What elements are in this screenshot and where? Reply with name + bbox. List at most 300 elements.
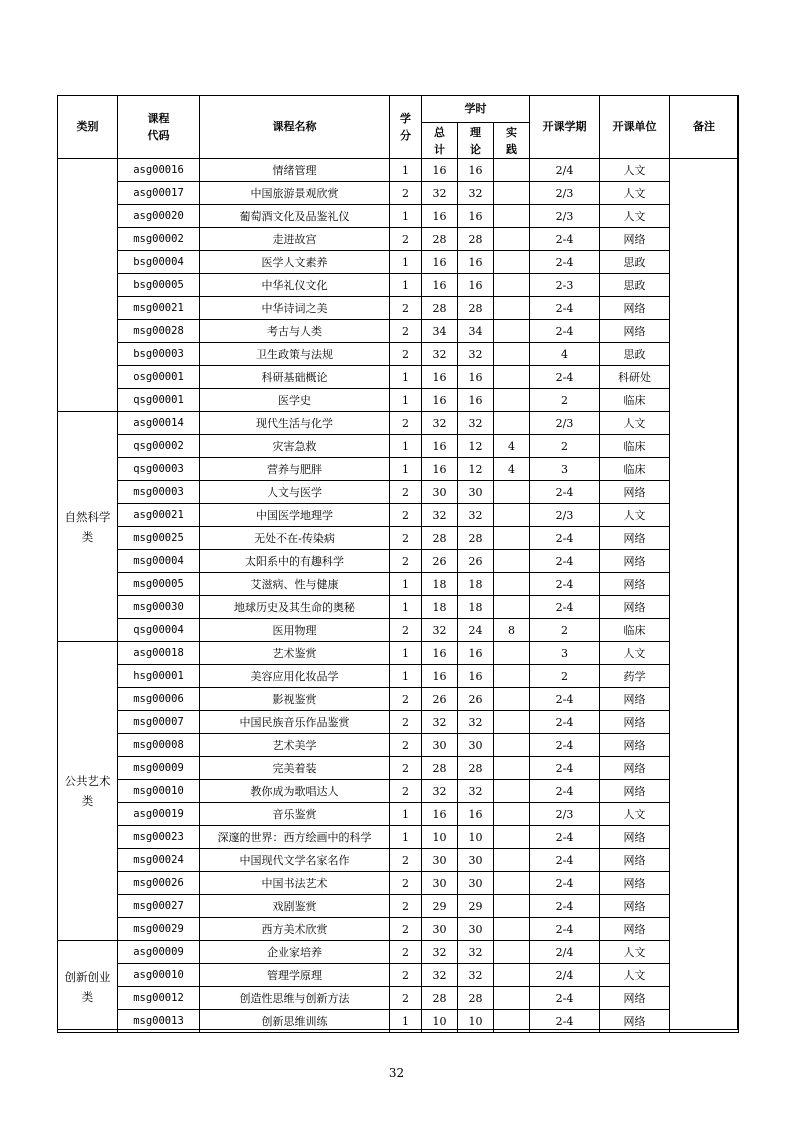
total-cell: 29 (422, 895, 458, 918)
theory-cell: 28 (458, 757, 494, 780)
total-cell: 18 (422, 573, 458, 596)
name-cell: 影视鉴赏 (200, 688, 390, 711)
theory-cell: 26 (458, 550, 494, 573)
header-total-line1: 总 (434, 125, 445, 139)
table-row (58, 849, 739, 872)
code-cell: msg00008 (118, 734, 200, 757)
name-cell: 创新思维训练 (200, 1010, 390, 1033)
term-cell: 2-4 (530, 297, 600, 320)
name-cell: 西方美术欣赏 (200, 918, 390, 941)
practice-cell (494, 205, 530, 228)
term-cell: 2-4 (530, 734, 600, 757)
theory-cell: 26 (458, 688, 494, 711)
theory-cell: 32 (458, 182, 494, 205)
term-cell: 3 (530, 642, 600, 665)
total-cell: 32 (422, 412, 458, 435)
table-row (58, 987, 739, 1010)
unit-cell: 人文 (600, 941, 670, 964)
header-theory-line1: 理 (470, 125, 481, 139)
name-cell: 中国书法艺术 (200, 872, 390, 895)
table-row (58, 596, 739, 619)
theory-cell: 28 (458, 297, 494, 320)
term-cell: 2-4 (530, 711, 600, 734)
theory-cell: 16 (458, 665, 494, 688)
practice-cell (494, 504, 530, 527)
name-cell: 管理学原理 (200, 964, 390, 987)
header-practice-line2: 践 (506, 142, 518, 156)
total-cell: 32 (422, 711, 458, 734)
practice-cell (494, 389, 530, 412)
table-row (58, 872, 739, 895)
unit-cell: 网络 (600, 1010, 670, 1033)
unit-cell: 思政 (600, 343, 670, 366)
total-cell: 32 (422, 504, 458, 527)
unit-cell: 临床 (600, 458, 670, 481)
credit-cell: 1 (390, 274, 422, 297)
header-practice-line1: 实 (506, 125, 518, 139)
term-cell: 2-4 (530, 895, 600, 918)
theory-cell: 24 (458, 619, 494, 642)
credit-cell: 1 (390, 1010, 422, 1033)
code-cell: msg00002 (118, 228, 200, 251)
total-cell: 10 (422, 1010, 458, 1033)
table-body (58, 159, 739, 1033)
table-row (58, 757, 739, 780)
practice-cell (494, 550, 530, 573)
credit-cell: 1 (390, 389, 422, 412)
credit-cell: 2 (390, 964, 422, 987)
unit-cell: 人文 (600, 642, 670, 665)
unit-cell: 网络 (600, 987, 670, 1010)
table-row (58, 619, 739, 642)
total-cell: 28 (422, 757, 458, 780)
unit-cell: 网络 (600, 573, 670, 596)
unit-cell: 网络 (600, 711, 670, 734)
practice-cell (494, 343, 530, 366)
term-cell: 2-4 (530, 251, 600, 274)
term-cell: 2-4 (530, 987, 600, 1010)
theory-cell: 16 (458, 389, 494, 412)
term-cell: 2-4 (530, 849, 600, 872)
term-cell: 2-4 (530, 826, 600, 849)
credit-cell: 2 (390, 619, 422, 642)
table-row (58, 320, 739, 343)
table-row (58, 1010, 739, 1033)
term-cell: 2-4 (530, 918, 600, 941)
term-cell: 2/4 (530, 941, 600, 964)
unit-cell: 人文 (600, 964, 670, 987)
practice-cell (494, 274, 530, 297)
practice-cell (494, 757, 530, 780)
code-cell: qsg00003 (118, 458, 200, 481)
term-cell: 2 (530, 665, 600, 688)
term-cell: 2/3 (530, 504, 600, 527)
theory-cell: 28 (458, 987, 494, 1010)
term-cell: 2/3 (530, 412, 600, 435)
practice-cell (494, 780, 530, 803)
total-cell: 28 (422, 297, 458, 320)
table-row (58, 481, 739, 504)
code-cell: msg00023 (118, 826, 200, 849)
table-row (58, 458, 739, 481)
header-credit (390, 96, 422, 159)
code-cell: asg00018 (118, 642, 200, 665)
unit-cell: 临床 (600, 619, 670, 642)
code-cell: asg00021 (118, 504, 200, 527)
code-cell: msg00024 (118, 849, 200, 872)
unit-cell: 网络 (600, 734, 670, 757)
header-name: 课程名称 (200, 96, 390, 159)
theory-cell: 28 (458, 527, 494, 550)
name-cell: 无处不在-传染病 (200, 527, 390, 550)
code-cell: bsg00003 (118, 343, 200, 366)
theory-cell: 16 (458, 642, 494, 665)
code-cell: asg00020 (118, 205, 200, 228)
practice-cell (494, 987, 530, 1010)
name-cell: 现代生活与化学 (200, 412, 390, 435)
total-cell: 30 (422, 918, 458, 941)
name-cell: 艺术鉴赏 (200, 642, 390, 665)
unit-cell: 网络 (600, 228, 670, 251)
name-cell: 科研基础概论 (200, 366, 390, 389)
header-credit-line1: 学 (400, 112, 411, 125)
total-cell: 26 (422, 688, 458, 711)
credit-cell: 2 (390, 481, 422, 504)
total-cell: 30 (422, 481, 458, 504)
header-row-1 (58, 96, 739, 123)
unit-cell: 人文 (600, 412, 670, 435)
code-cell: asg00014 (118, 412, 200, 435)
term-cell: 2-4 (530, 872, 600, 895)
name-cell: 营养与肥胖 (200, 458, 390, 481)
header-category: 类别 (58, 96, 118, 159)
table-row (58, 205, 739, 228)
code-cell: qsg00004 (118, 619, 200, 642)
header-credit-line2: 分 (400, 129, 411, 142)
total-cell: 32 (422, 182, 458, 205)
practice-cell (494, 642, 530, 665)
code-cell: msg00027 (118, 895, 200, 918)
term-cell: 2/3 (530, 182, 600, 205)
table-row (58, 182, 739, 205)
practice-cell (494, 366, 530, 389)
code-cell: asg00017 (118, 182, 200, 205)
category-cell (58, 159, 118, 412)
credit-cell: 1 (390, 458, 422, 481)
theory-cell: 16 (458, 803, 494, 826)
credit-cell: 1 (390, 596, 422, 619)
total-cell: 16 (422, 274, 458, 297)
credit-cell: 1 (390, 573, 422, 596)
table-row (58, 504, 739, 527)
unit-cell: 网络 (600, 297, 670, 320)
total-cell: 16 (422, 665, 458, 688)
unit-cell: 网络 (600, 757, 670, 780)
credit-cell: 2 (390, 734, 422, 757)
theory-cell: 16 (458, 159, 494, 182)
practice-cell (494, 918, 530, 941)
term-cell: 2-4 (530, 596, 600, 619)
theory-cell: 30 (458, 872, 494, 895)
header-total (422, 123, 458, 159)
credit-cell: 1 (390, 251, 422, 274)
theory-cell: 30 (458, 734, 494, 757)
code-cell: msg00007 (118, 711, 200, 734)
unit-cell: 人文 (600, 182, 670, 205)
total-cell: 32 (422, 619, 458, 642)
name-cell: 人文与医学 (200, 481, 390, 504)
code-cell: msg00029 (118, 918, 200, 941)
theory-cell: 18 (458, 573, 494, 596)
credit-cell: 1 (390, 435, 422, 458)
unit-cell: 思政 (600, 251, 670, 274)
term-cell: 2-4 (530, 228, 600, 251)
term-cell: 3 (530, 458, 600, 481)
practice-cell (494, 941, 530, 964)
theory-cell: 30 (458, 481, 494, 504)
table-row (58, 389, 739, 412)
header-term: 开课学期 (530, 96, 600, 159)
practice-cell (494, 734, 530, 757)
table-row (58, 803, 739, 826)
unit-cell: 网络 (600, 550, 670, 573)
unit-cell: 网络 (600, 849, 670, 872)
term-cell: 2-4 (530, 527, 600, 550)
code-cell: asg00016 (118, 159, 200, 182)
theory-cell: 30 (458, 918, 494, 941)
total-cell: 16 (422, 159, 458, 182)
theory-cell: 16 (458, 274, 494, 297)
table-row (58, 826, 739, 849)
credit-cell: 2 (390, 849, 422, 872)
code-cell: qsg00002 (118, 435, 200, 458)
course-table (57, 95, 739, 1033)
total-cell: 16 (422, 803, 458, 826)
name-cell: 美容应用化妆品学 (200, 665, 390, 688)
practice-cell (494, 527, 530, 550)
header-code-line1: 课程 (147, 112, 170, 125)
name-cell: 音乐鉴赏 (200, 803, 390, 826)
header-total-line2: 计 (434, 142, 445, 156)
code-cell: msg00012 (118, 987, 200, 1010)
table-row (58, 343, 739, 366)
table-row (58, 366, 739, 389)
term-cell: 2/4 (530, 159, 600, 182)
name-cell: 中国民族音乐作品鉴赏 (200, 711, 390, 734)
term-cell: 2-4 (530, 573, 600, 596)
theory-cell: 29 (458, 895, 494, 918)
name-cell: 太阳系中的有趣科学 (200, 550, 390, 573)
practice-cell (494, 849, 530, 872)
term-cell: 2 (530, 619, 600, 642)
credit-cell: 2 (390, 182, 422, 205)
total-cell: 26 (422, 550, 458, 573)
practice-cell (494, 711, 530, 734)
code-cell: asg00009 (118, 941, 200, 964)
practice-cell (494, 665, 530, 688)
unit-cell: 科研处 (600, 366, 670, 389)
code-cell: msg00028 (118, 320, 200, 343)
unit-cell: 临床 (600, 435, 670, 458)
credit-cell: 2 (390, 297, 422, 320)
code-cell: msg00010 (118, 780, 200, 803)
practice-cell (494, 251, 530, 274)
header-unit: 开课单位 (600, 96, 670, 159)
table-row (58, 159, 739, 182)
practice-cell (494, 1010, 530, 1033)
unit-cell: 临床 (600, 389, 670, 412)
total-cell: 34 (422, 320, 458, 343)
credit-cell: 1 (390, 665, 422, 688)
credit-cell: 2 (390, 941, 422, 964)
table-row (58, 297, 739, 320)
theory-cell: 32 (458, 964, 494, 987)
theory-cell: 18 (458, 596, 494, 619)
name-cell: 中华礼仪文化 (200, 274, 390, 297)
term-cell: 2-4 (530, 550, 600, 573)
name-cell: 卫生政策与法规 (200, 343, 390, 366)
header-practice (494, 123, 530, 159)
practice-cell (494, 826, 530, 849)
table-row (58, 964, 739, 987)
unit-cell: 思政 (600, 274, 670, 297)
practice-cell (494, 320, 530, 343)
theory-cell: 32 (458, 941, 494, 964)
practice-cell (494, 297, 530, 320)
total-cell: 16 (422, 458, 458, 481)
name-cell: 深邃的世界：西方绘画中的科学 (200, 826, 390, 849)
name-cell: 企业家培养 (200, 941, 390, 964)
practice-cell (494, 182, 530, 205)
table-row (58, 550, 739, 573)
credit-cell: 2 (390, 918, 422, 941)
credit-cell: 2 (390, 780, 422, 803)
total-cell: 32 (422, 343, 458, 366)
credit-cell: 2 (390, 343, 422, 366)
credit-cell: 2 (390, 320, 422, 343)
total-cell: 16 (422, 366, 458, 389)
practice-cell (494, 596, 530, 619)
term-cell: 2-4 (530, 780, 600, 803)
credit-cell: 2 (390, 550, 422, 573)
credit-cell: 1 (390, 826, 422, 849)
category-cell: 创新创业类 (58, 941, 118, 1033)
credit-cell: 2 (390, 688, 422, 711)
name-cell: 地球历史及其生命的奥秘 (200, 596, 390, 619)
credit-cell: 2 (390, 895, 422, 918)
credit-cell: 1 (390, 366, 422, 389)
credit-cell: 2 (390, 527, 422, 550)
total-cell: 28 (422, 527, 458, 550)
unit-cell: 网络 (600, 596, 670, 619)
theory-cell: 32 (458, 343, 494, 366)
unit-cell: 人文 (600, 803, 670, 826)
theory-cell: 30 (458, 849, 494, 872)
unit-cell: 人文 (600, 205, 670, 228)
name-cell: 艾滋病、性与健康 (200, 573, 390, 596)
credit-cell: 2 (390, 987, 422, 1010)
name-cell: 走进故宫 (200, 228, 390, 251)
name-cell: 医学史 (200, 389, 390, 412)
unit-cell: 网络 (600, 780, 670, 803)
code-cell: msg00025 (118, 527, 200, 550)
table-row (58, 274, 739, 297)
term-cell: 2-4 (530, 757, 600, 780)
name-cell: 中国医学地理学 (200, 504, 390, 527)
theory-cell: 10 (458, 1010, 494, 1033)
unit-cell: 网络 (600, 872, 670, 895)
total-cell: 32 (422, 964, 458, 987)
term-cell: 4 (530, 343, 600, 366)
term-cell: 2-4 (530, 320, 600, 343)
unit-cell: 网络 (600, 481, 670, 504)
practice-cell (494, 228, 530, 251)
name-cell: 葡萄酒文化及品鉴礼仪 (200, 205, 390, 228)
term-cell: 2/4 (530, 964, 600, 987)
total-cell: 18 (422, 596, 458, 619)
term-cell: 2 (530, 389, 600, 412)
theory-cell: 32 (458, 780, 494, 803)
table-row (58, 918, 739, 941)
table-row (58, 734, 739, 757)
name-cell: 中国现代文学名家名作 (200, 849, 390, 872)
total-cell: 16 (422, 205, 458, 228)
page-number: 32 (388, 1066, 405, 1080)
name-cell: 中国旅游景观欣赏 (200, 182, 390, 205)
practice-cell (494, 481, 530, 504)
practice-cell (494, 964, 530, 987)
theory-cell: 16 (458, 205, 494, 228)
practice-cell: 4 (494, 435, 530, 458)
total-cell: 28 (422, 228, 458, 251)
practice-cell (494, 895, 530, 918)
unit-cell: 网络 (600, 895, 670, 918)
theory-cell: 28 (458, 228, 494, 251)
table-row (58, 435, 739, 458)
header-theory (458, 123, 494, 159)
term-cell: 2/3 (530, 205, 600, 228)
practice-cell (494, 573, 530, 596)
theory-cell: 16 (458, 251, 494, 274)
code-cell: msg00026 (118, 872, 200, 895)
unit-cell: 人文 (600, 159, 670, 182)
code-cell: qsg00001 (118, 389, 200, 412)
term-cell: 2 (530, 435, 600, 458)
credit-cell: 2 (390, 412, 422, 435)
header-note: 备注 (670, 96, 739, 159)
name-cell: 情绪管理 (200, 159, 390, 182)
table-row (58, 573, 739, 596)
practice-cell (494, 803, 530, 826)
note-cell (670, 159, 739, 1033)
name-cell: 艺术美学 (200, 734, 390, 757)
term-cell: 2-4 (530, 688, 600, 711)
practice-cell (494, 872, 530, 895)
practice-cell (494, 688, 530, 711)
total-cell: 16 (422, 435, 458, 458)
code-cell: asg00010 (118, 964, 200, 987)
practice-cell: 8 (494, 619, 530, 642)
table-row (58, 895, 739, 918)
total-cell: 30 (422, 849, 458, 872)
theory-cell: 10 (458, 826, 494, 849)
unit-cell: 网络 (600, 826, 670, 849)
theory-cell: 12 (458, 458, 494, 481)
total-cell: 30 (422, 872, 458, 895)
table-row (58, 527, 739, 550)
name-cell: 教你成为歌唱达人 (200, 780, 390, 803)
code-cell: msg00005 (118, 573, 200, 596)
